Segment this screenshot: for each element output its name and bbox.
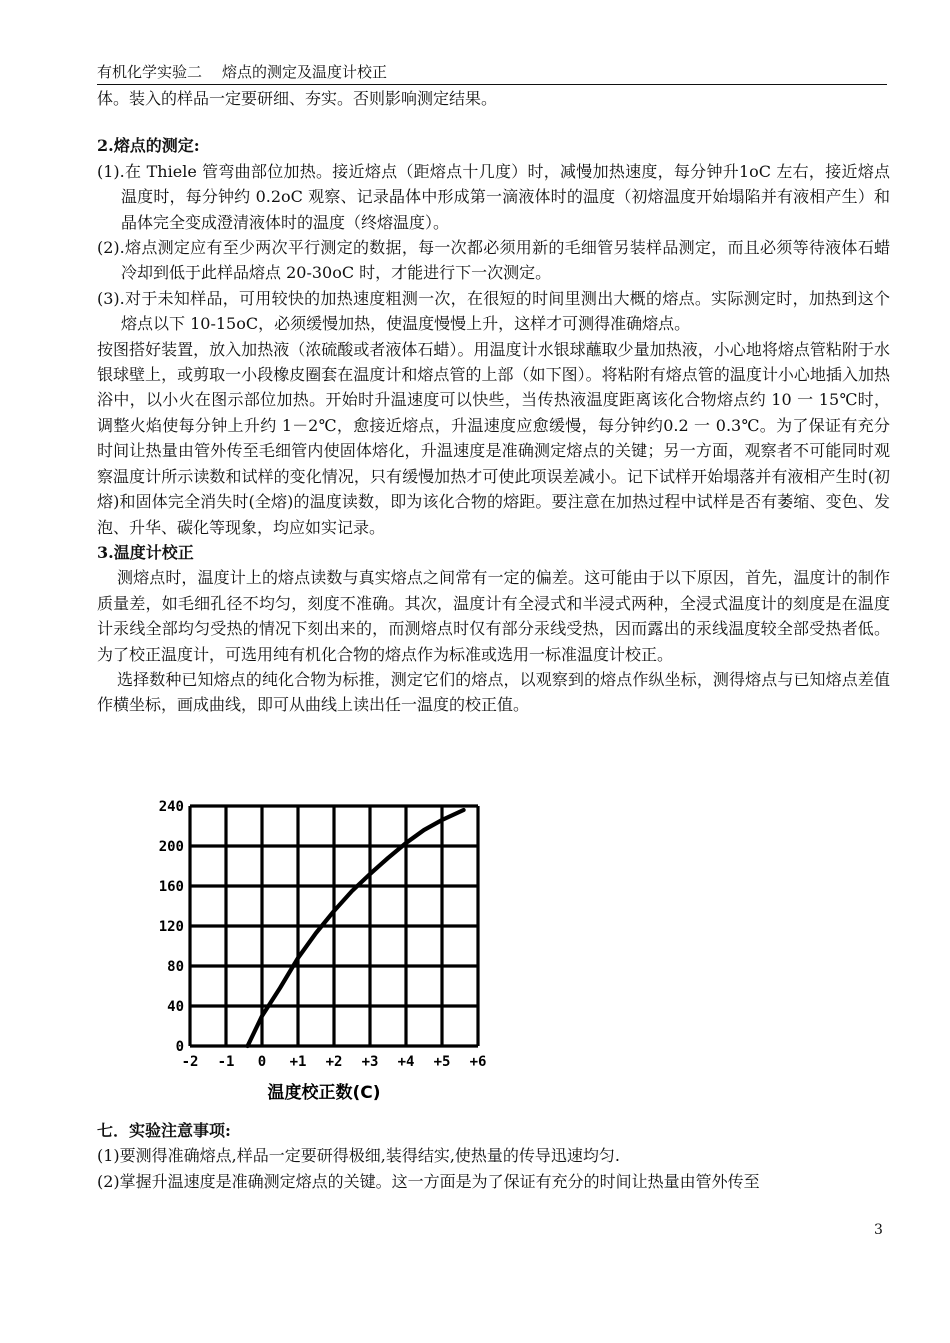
- section-3-paragraph-1: 测熔点时，温度计上的熔点读数与真实熔点之间常有一定的偏差。这可能由于以下原因，首先，温度计的制作质量差，如毛细孔径不均匀，刻度不准确。其次，温度计有全浸式和半浸式两种，全浸式温度计的刻度是在温度计汞线全部均匀受热的情况下刻出来的，而测熔点时仅有部分汞线受热，因而露出的汞线温度较全部受热者低。为了校正温度计，可选用纯有机化合物的熔点作为标准或选用一标准温度计校正。: [97, 568, 890, 664]
- header-course: 有机化学实验二: [97, 63, 203, 81]
- intro-line: 体。装入的样品一定要研细、夯实。否则影响测定结果。: [97, 89, 498, 108]
- calibration-chart: [140, 792, 500, 1106]
- x-tick-label: 0: [257, 1054, 267, 1070]
- section-7: [97, 1118, 890, 1194]
- x-axis-label: 温度校正数(C): [267, 1083, 381, 1103]
- x-tick-label: +2: [325, 1054, 343, 1070]
- x-tick-label: +5: [433, 1054, 451, 1070]
- section-7-item-2: (2)掌握升温速度是准确测定熔点的关键。这一方面是为了保证有充分的时间让热量由管外传至: [97, 1171, 760, 1191]
- section-7-heading: 七．实验注意事项:: [97, 1121, 231, 1140]
- x-tick-label: +6: [469, 1054, 487, 1070]
- x-tick-label: +1: [289, 1054, 307, 1070]
- page-number: 3: [874, 1222, 883, 1238]
- header-title: 熔点的测定及温度计校正: [222, 63, 388, 81]
- y-tick-label: 40: [167, 999, 184, 1015]
- main-content: [97, 86, 890, 718]
- section-2-item-2: (2).熔点测定应有至少两次平行测定的数据，每一次都必须用新的毛细管另装样品测定，而且必须等待液体石蜡冷却到低于此样品熔点 20-30oC 时，才能进行下一次测定。: [97, 238, 890, 283]
- y-tick-label: 0: [175, 1039, 184, 1055]
- section-3-paragraph-2: 选择数种已知熔点的纯化合物为标推，测定它们的熔点，以观察到的熔点作纵坐标，测得熔点与已知熔点差值作横坐标，画成曲线，即可从曲线上读出任一温度的校正值。: [97, 669, 890, 715]
- y-tick-label: 160: [158, 879, 184, 895]
- x-tick-label: +3: [361, 1054, 379, 1070]
- y-tick-label: 200: [158, 839, 184, 855]
- y-tick-label: 80: [167, 959, 184, 975]
- section-2-item-3: (3).对于未知样品，可用较快的加热速度粗测一次，在很短的时间里测出大概的熔点。实际测定时，加热到这个熔点以下 10-15oC，必须缓慢加热，使温度慢慢上升，这样才可测得准确熔点。: [97, 288, 890, 334]
- section-2-item-1: (1).在 Thiele 管弯曲部位加热。接近熔点（距熔点十几度）时，减慢加热速度，每分钟升1oC 左右，接近熔点温度时，每分钟约 0.2oC 观察、记录晶体中形成第一滴液体时的温度（初熔温度开始塌陷并有液相产生）和晶体完全变成澄清液体时的温度（终熔温度）。: [97, 161, 890, 232]
- x-tick-label: +4: [397, 1054, 415, 1070]
- page-header: [97, 62, 887, 85]
- section-2-paragraph: 按图搭好装置，放入加热液（浓硫酸或者液体石蜡）。用温度计水银球蘸取少量加热液，小心地将熔点管粘附于水银球壁上，或剪取一小段橡皮圈套在温度计和熔点管的上部（如下图）。将粘附有熔点管的温度计小心地插入加热浴中，以小火在图示部位加热。开始时升温速度可以快些，当传热液温度距离该化合物熔点约 10 一 15℃时，调整火焰使每分钟上升约 1－2℃，愈接近熔点，升温速度应愈缓慢，每分钟约0.2 一 0.3℃。为了保证有充分时间让热量由管外传至毛细管内使固体熔化，升温速度是准确测定熔点的关键；另一方面，观察者不可能同时观察温度计所示读数和试样的变化情况，只有缓慢加热才可使此项误差减小。记下试样开始塌落并有液相产生时(初熔)和固体完全消失时(全熔)的温度读数，即为该化合物的熔距。要注意在加热过程中试样是否有萎缩、变色、发泡、升华、碳化等现象，均应如实记录。: [97, 339, 890, 537]
- x-tick-label: -2: [181, 1054, 199, 1070]
- x-tick-label: -1: [217, 1054, 235, 1070]
- y-tick-label: 240: [158, 799, 184, 815]
- section-2-heading: 2.熔点的测定:: [97, 136, 200, 156]
- section-3-heading: 3.温度计校正: [97, 542, 194, 562]
- y-tick-label: 120: [158, 919, 184, 935]
- section-7-item-1: (1)要测得准确熔点,样品一定要研得极细,装得结实,使热量的传导迅速均匀.: [97, 1146, 621, 1166]
